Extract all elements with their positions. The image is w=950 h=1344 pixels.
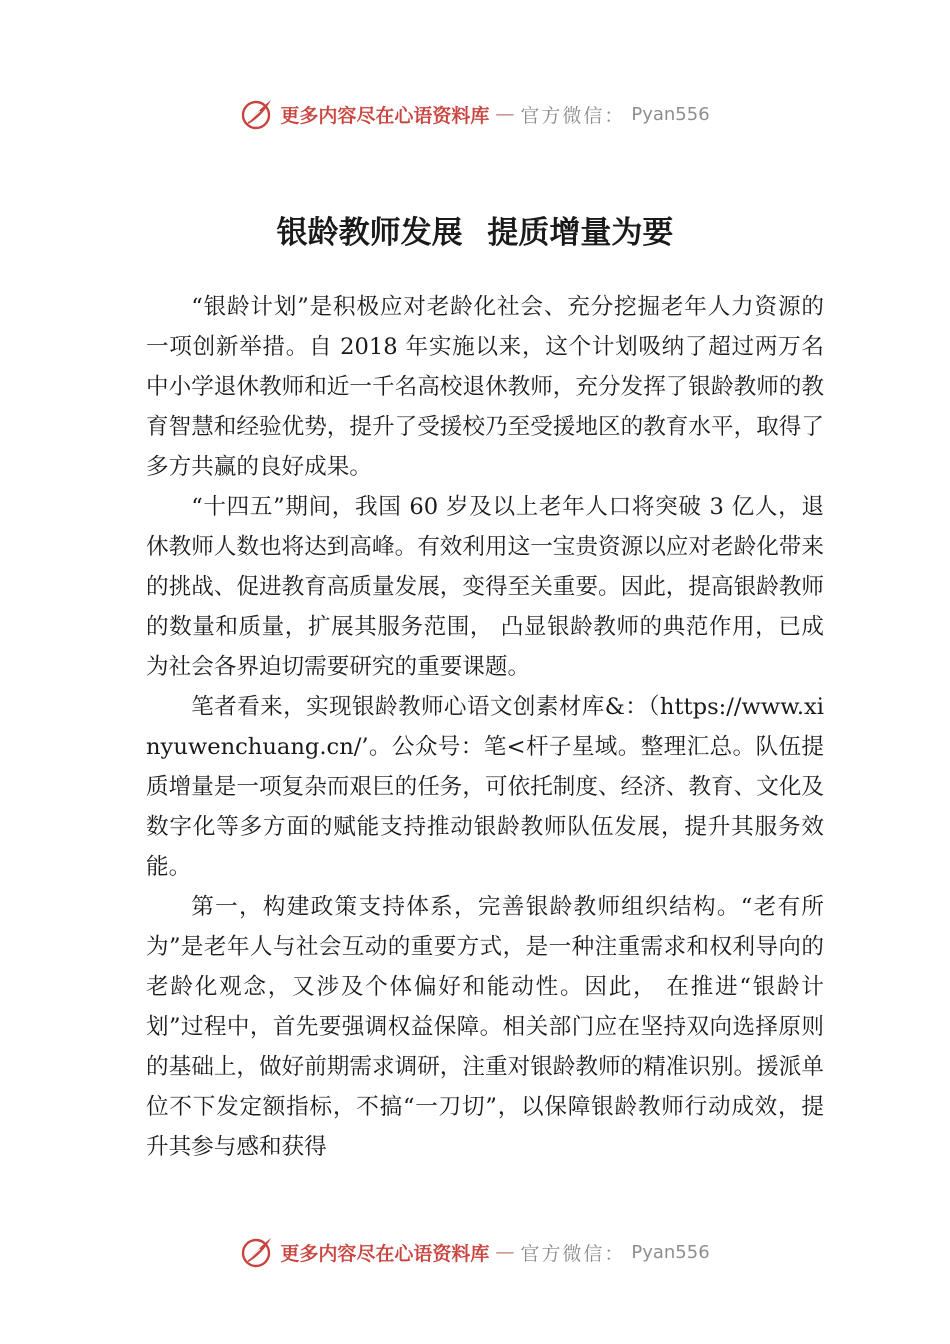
watermark-brand: 更多内容尽在心语资料库 (280, 1242, 490, 1265)
watermark-wechat-id: Pyan556 (631, 103, 710, 125)
footer-watermark (0, 1232, 950, 1272)
watermark-wechat-label: 官方微信： (520, 1242, 626, 1265)
quill-logo-icon (240, 1235, 274, 1269)
article-body (146, 287, 824, 1167)
page-title: 银龄教师发展 提质增量为要 (276, 214, 674, 251)
watermark-brand: 更多内容尽在心语资料库 (280, 104, 490, 127)
watermark-dash: — (495, 1241, 515, 1263)
paragraph-3: 笔者看来，实现银龄教师心语文创素材库&：（https://www.xinyuwenchuang.cn/’。公众号：笔<杆子星域。整理汇总。队伍提质增量是一项复杂而艰巨的任务，可依托制度、经济、教育、文化及数字化等多方面的赋能支持推动银龄教师队伍发展，提升其服务效能。 (146, 694, 824, 880)
watermark-wechat-label: 官方微信： (520, 104, 626, 127)
paragraph-2: “十四五”期间，我国 60 岁及以上老年人口将突破 3 亿人，退休教师人数也将达到高峰。有效利用这一宝贵资源以应对老龄化带来的挑战、促进教育高质量发展，变得至关重要。因此，提高银龄教师的数量和质量，扩展其服务范围， 凸显银龄教师的典范作用，已成为社会各界迫切需要研究的重要课题。 (146, 494, 824, 680)
header-watermark (0, 94, 950, 134)
watermark-wechat-id: Pyan556 (631, 1241, 710, 1263)
paragraph-1: “银龄计划”是积极应对老龄化社会、充分挖掘老年人力资源的一项创新举措。自 2018 年实施以来，这个计划吸纳了超过两万名中小学退休教师和近一千名高校退休教师，充分发挥了银龄教师的教育智慧和经验优势，提升了受援校乃至受援地区的教育水平，取得了多方共赢的良好成果。 (146, 294, 824, 480)
quill-logo-icon (240, 97, 274, 131)
watermark-dash: — (495, 103, 515, 125)
paragraph-4: 第一，构建政策支持体系，完善银龄教师组织结构。“老有所为”是老年人与社会互动的重要方式，是一种注重需求和权利导向的老龄化观念，又涉及个体偏好和能动性。因此， 在推进“银龄计划”过程中，首先要强调权益保障。相关部门应在坚持双向选择原则的基础上，做好前期需求调研，注重对银龄教师的精准识别。援派单位不下发定额指标，不搞“一刀切”，以保障银龄教师行动成效，提升其参与感和获得 (146, 894, 824, 1160)
